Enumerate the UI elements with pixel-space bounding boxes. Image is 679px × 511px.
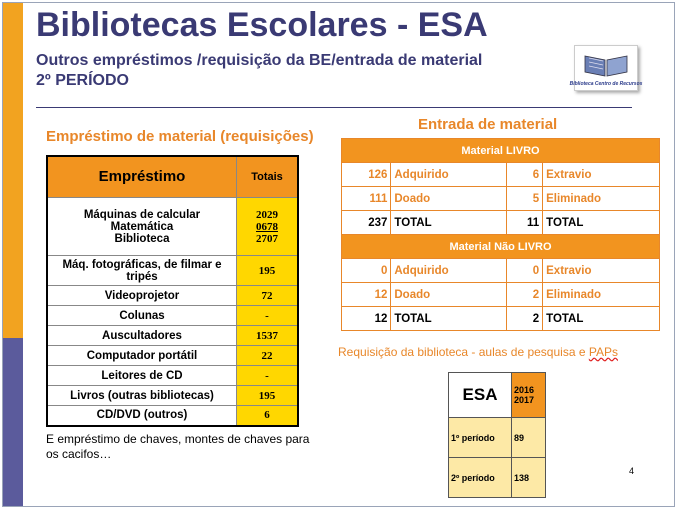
entry-number: 2 xyxy=(506,283,542,307)
table-row xyxy=(342,283,660,307)
entry-total-number: 2 xyxy=(506,307,542,331)
table-row xyxy=(47,346,298,366)
esa-value: 89 xyxy=(512,418,546,458)
requisition-heading: Requisição da biblioteca - aulas de pesquisa e PAPs xyxy=(338,345,618,359)
loans-table-header xyxy=(47,156,298,198)
entry-total-number: 237 xyxy=(342,211,391,235)
entry-label: Doado xyxy=(391,187,507,211)
entry-heading: Entrada de material xyxy=(418,116,558,133)
loan-value: 6 xyxy=(237,406,299,426)
esa-period: 2º período xyxy=(449,458,512,498)
book-header-row xyxy=(342,139,660,163)
period-subtitle: 2º PERÍODO xyxy=(36,72,129,89)
loans-table xyxy=(46,155,299,427)
loan-item-calculators: Máquinas de calcular Matemática Biblioteca xyxy=(47,198,237,256)
loan-value-calculators: 2029 0678 2707 xyxy=(237,198,299,256)
loan-value: 22 xyxy=(237,346,299,366)
entry-total-label: TOTAL xyxy=(543,211,660,235)
loan-item: CD/DVD (outros) xyxy=(47,406,237,426)
loan-value: 1537 xyxy=(237,326,299,346)
esa-value: 138 xyxy=(512,458,546,498)
table-row xyxy=(449,418,546,458)
loan-item: Livros (outras bibliotecas) xyxy=(47,386,237,406)
entry-total-number: 11 xyxy=(506,211,542,235)
book-header: Material LIVRO xyxy=(342,139,660,163)
entry-label: Adquirido xyxy=(391,163,507,187)
table-row xyxy=(342,187,660,211)
table-row xyxy=(47,406,298,426)
title-divider xyxy=(36,107,632,108)
loan-value: - xyxy=(237,306,299,326)
table-row xyxy=(47,306,298,326)
loan-value: 72 xyxy=(237,286,299,306)
table-row-total xyxy=(342,307,660,331)
loan-item: Máq. fotográficas, de filmar e tripés xyxy=(47,256,237,286)
entry-number: 5 xyxy=(506,187,542,211)
loans-heading: Empréstimo de material (requisições) xyxy=(46,128,314,145)
entry-number: 126 xyxy=(342,163,391,187)
table-row xyxy=(47,286,298,306)
table-row xyxy=(47,326,298,346)
entry-label: Adquirido xyxy=(391,259,507,283)
loan-item: Videoprojetor xyxy=(47,286,237,306)
loan-value: - xyxy=(237,366,299,386)
table-row xyxy=(47,256,298,286)
nonbook-header: Material Não LIVRO xyxy=(342,235,660,259)
entry-total-number: 12 xyxy=(342,307,391,331)
table-row xyxy=(342,163,660,187)
table-row-total xyxy=(342,211,660,235)
entry-total-label: TOTAL xyxy=(543,307,660,331)
entry-label: Extravio xyxy=(543,259,660,283)
entry-number: 0 xyxy=(506,259,542,283)
entry-number: 0 xyxy=(342,259,391,283)
table-row xyxy=(47,366,298,386)
entry-label: Eliminado xyxy=(543,283,660,307)
esa-table xyxy=(448,372,546,498)
esa-header-row xyxy=(449,373,546,418)
loans-header-total: Totais xyxy=(237,156,299,198)
entry-total-label: TOTAL xyxy=(391,307,507,331)
loan-value: 195 xyxy=(237,256,299,286)
entry-number: 111 xyxy=(342,187,391,211)
entry-table xyxy=(341,138,660,331)
esa-header: ESA xyxy=(449,373,512,418)
esa-period: 1º período xyxy=(449,418,512,458)
entry-label: Extravio xyxy=(543,163,660,187)
table-row xyxy=(449,458,546,498)
loan-item: Computador portátil xyxy=(47,346,237,366)
page-number: 4 xyxy=(629,466,635,476)
library-logo xyxy=(569,45,643,91)
loan-item: Auscultadores xyxy=(47,326,237,346)
loan-item: Colunas xyxy=(47,306,237,326)
esa-year: 2016 2017 xyxy=(512,373,546,418)
entry-label: Doado xyxy=(391,283,507,307)
page-title: Bibliotecas Escolares - ESA xyxy=(36,6,488,44)
table-row xyxy=(47,386,298,406)
side-bar-purple xyxy=(3,338,23,506)
entry-total-label: TOTAL xyxy=(391,211,507,235)
logo-text: Biblioteca Centro de Recursos xyxy=(569,81,643,87)
subtitle: Outros empréstimos /requisição da BE/entrada de material xyxy=(36,52,483,69)
entry-number: 12 xyxy=(342,283,391,307)
nonbook-header-row xyxy=(342,235,660,259)
table-row xyxy=(342,259,660,283)
table-row xyxy=(47,198,298,256)
keys-note: E empréstimo de chaves, montes de chaves para os cacifos… xyxy=(46,432,310,461)
entry-label: Eliminado xyxy=(543,187,660,211)
loan-value: 195 xyxy=(237,386,299,406)
loans-header-item: Empréstimo xyxy=(47,156,237,198)
loan-item: Leitores de CD xyxy=(47,366,237,386)
entry-number: 6 xyxy=(506,163,542,187)
side-bar-orange xyxy=(3,3,23,338)
